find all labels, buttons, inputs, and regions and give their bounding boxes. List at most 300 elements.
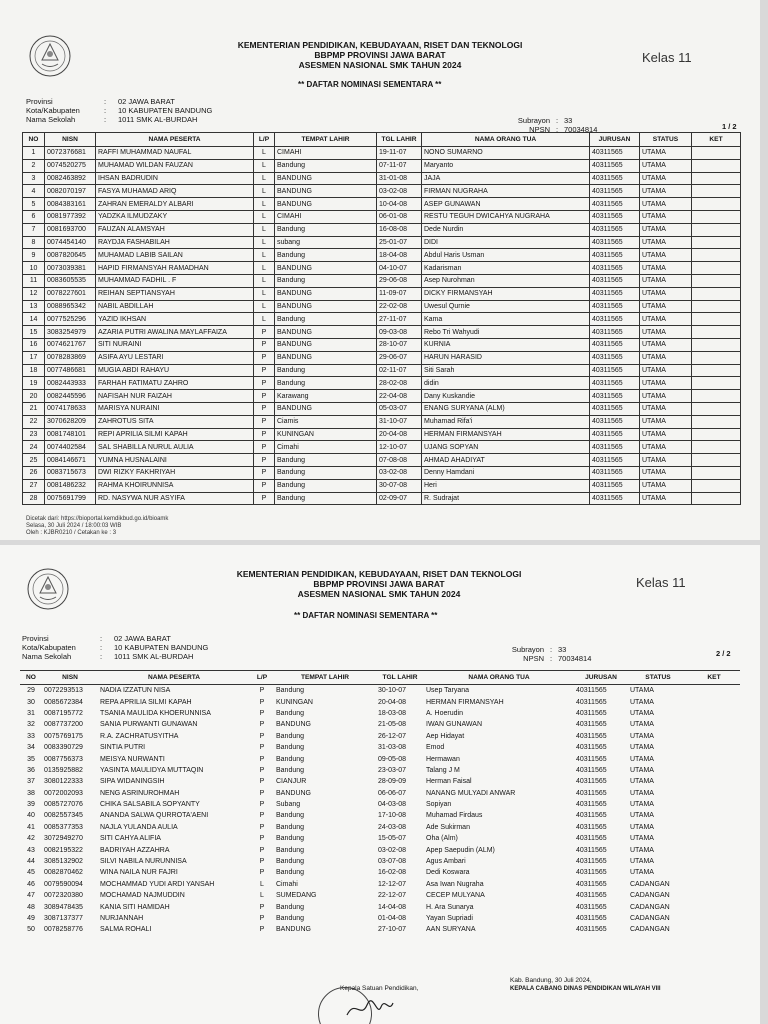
cell-lp: L xyxy=(254,313,275,326)
cell-lp: P xyxy=(259,721,265,729)
table-row xyxy=(20,719,740,730)
cell-nama-orang-tua: KURNIA xyxy=(422,338,590,351)
cell-no: 50 xyxy=(27,926,35,934)
cell-tempat-lahir: Bandung xyxy=(276,858,305,866)
table-row xyxy=(23,223,741,236)
cell-jurusan: 40311565 xyxy=(590,428,640,441)
cell-nama-peserta: SIPA WIDANINGSIH xyxy=(100,778,165,786)
cell-tgl-lahir: 18-03-08 xyxy=(378,709,407,717)
cell-nama-orang-tua: UJANG SOPYAN xyxy=(422,441,590,454)
cell-no: 36 xyxy=(27,766,35,774)
cell-lp: P xyxy=(259,732,265,740)
cell-tgl-lahir: 23-03-07 xyxy=(378,766,407,774)
cell-status: UTAMA xyxy=(630,687,654,695)
cell-tgl-lahir: 28-02-08 xyxy=(377,377,422,390)
cell-ket xyxy=(688,856,740,867)
cell-no: 34 xyxy=(27,744,35,752)
table-row xyxy=(20,810,740,821)
cell-status: CADANGAN xyxy=(630,892,670,900)
cell-jurusan: 40311565 xyxy=(590,313,640,326)
class-label: Kelas 11 xyxy=(642,50,692,65)
cell-status: CADANGAN xyxy=(630,915,670,922)
cell-status: UTAMA xyxy=(630,744,654,752)
cell-ket xyxy=(692,172,741,185)
cell-nama-peserta: MOCHAMAD NAJMUDDIN xyxy=(100,892,185,900)
cell-ket xyxy=(692,287,741,300)
cell-nama-orang-tua: Dany Kuskandie xyxy=(422,390,590,403)
cell-ket xyxy=(688,867,740,878)
table-row xyxy=(23,338,741,351)
header-ministry: KEMENTERIAN PENDIDIKAN, KEBUDAYAAN, RISET DAN TEKNOLOGI xyxy=(237,40,523,50)
column-header-nama-orang-tua: NAMA ORANG TUA xyxy=(468,674,530,681)
cell-tgl-lahir: 31-03-08 xyxy=(378,744,407,752)
cell-status: UTAMA xyxy=(630,755,654,763)
cell-ket xyxy=(692,492,741,505)
cell-jurusan: 40311565 xyxy=(576,789,607,797)
cell-nama-peserta: NADIA IZZATUN NISA xyxy=(100,687,171,695)
cell-nisn: 0081748101 xyxy=(45,428,96,441)
cell-tgl-lahir: 03-02-08 xyxy=(378,846,407,854)
cell-lp: P xyxy=(259,755,265,763)
table-row xyxy=(20,731,740,742)
cell-nama-peserta: NURJANNAH xyxy=(100,915,144,922)
cell-jurusan: 40311565 xyxy=(590,210,640,223)
table-row xyxy=(23,466,741,479)
cell-ket xyxy=(692,364,741,377)
cell-tempat-lahir: Bandung xyxy=(276,915,305,922)
cell-no: 47 xyxy=(27,892,35,900)
cell-nama-peserta: AZARIA PUTRI AWALINA MAYLAFFAIZA xyxy=(96,326,254,339)
cell-status: UTAMA xyxy=(630,789,654,797)
regional-signature-block xyxy=(510,976,661,994)
cell-nama-peserta: YAZID IKHSAN xyxy=(96,313,254,326)
cell-nama-orang-tua: DIDI xyxy=(422,236,590,249)
cell-lp: L xyxy=(254,210,275,223)
cell-nama-peserta: NENG ASRINUROHMAH xyxy=(100,789,180,797)
cell-tgl-lahir: 14-04-08 xyxy=(378,903,407,911)
print-source: Dicetak dari: https://bioportal.kemdikbud.go.id/bioamk xyxy=(26,516,169,522)
page-number: 2 / 2 xyxy=(716,649,731,658)
print-info xyxy=(26,516,168,537)
cell-nisn: 0072002093 xyxy=(44,789,83,797)
cell-status: UTAMA xyxy=(640,390,692,403)
table-row xyxy=(23,262,741,275)
cell-lp: P xyxy=(259,903,265,911)
cell-status: UTAMA xyxy=(630,812,654,820)
cell-tgl-lahir: 22-02-08 xyxy=(377,300,422,313)
cell-no: 48 xyxy=(27,903,35,911)
cell-tgl-lahir: 15-05-07 xyxy=(378,835,407,843)
cell-ket xyxy=(692,313,741,326)
cell-status: UTAMA xyxy=(640,492,692,505)
column-header-nisn: NISN xyxy=(45,133,96,147)
cell-tgl-lahir: 04-10-07 xyxy=(377,262,422,275)
cell-nama-peserta: BADRIYAH AZZAHRA xyxy=(100,846,170,854)
cell-nama-orang-tua: AHMAD AHADIYAT xyxy=(422,454,590,467)
cell-lp: P xyxy=(254,466,275,479)
cell-tgl-lahir: 29-06-07 xyxy=(377,351,422,364)
cell-tempat-lahir: Bandung xyxy=(276,687,305,695)
cell-status: UTAMA xyxy=(640,364,692,377)
cell-lp: P xyxy=(259,687,265,695)
cell-no: 49 xyxy=(27,915,35,922)
cell-lp: P xyxy=(254,402,275,415)
cell-status: UTAMA xyxy=(640,274,692,287)
cell-ket xyxy=(692,249,741,262)
table-row xyxy=(20,788,740,799)
cell-tgl-lahir: 28-10-07 xyxy=(377,338,422,351)
column-header-lp: L/P xyxy=(256,674,268,681)
cell-status: UTAMA xyxy=(640,479,692,492)
cell-nisn: 0083715673 xyxy=(45,466,96,479)
cell-nisn: 0078258776 xyxy=(44,926,83,934)
cell-nama-orang-tua: Sopiyan xyxy=(426,801,452,809)
signature-date: Kab. Bandung, 30 Juli 2024, xyxy=(510,977,592,984)
regional-office-title: KEPALA CABANG DINAS PENDIDIKAN WILAYAH VIII xyxy=(510,986,661,992)
cell-lp: P xyxy=(259,789,265,797)
cell-ket xyxy=(688,924,740,935)
table-row xyxy=(20,867,740,878)
cell-tgl-lahir: 06-06-07 xyxy=(378,789,407,797)
cell-nisn: 0084383161 xyxy=(45,198,96,211)
cell-tgl-lahir: 03-02-08 xyxy=(377,185,422,198)
cell-status: UTAMA xyxy=(640,185,692,198)
cell-no: 30 xyxy=(27,698,35,706)
cell-nama-orang-tua: JAJA xyxy=(422,172,590,185)
header-exam: ASESMEN NASIONAL SMK TAHUN 2024 xyxy=(297,589,461,599)
table-row xyxy=(23,402,741,415)
cell-nama-peserta: DWI RIZKY FAKHRIYAH xyxy=(96,466,254,479)
cell-tgl-lahir: 02-11-07 xyxy=(377,364,422,377)
cell-tempat-lahir: Bandung xyxy=(275,479,377,492)
cell-nama-orang-tua: Asa Iwan Nugraha xyxy=(426,880,484,888)
table-header-row xyxy=(20,671,740,685)
cell-jurusan: 40311565 xyxy=(590,492,640,505)
cell-jurusan: 40311565 xyxy=(576,801,607,809)
cell-jurusan: 40311565 xyxy=(590,198,640,211)
cell-ket xyxy=(688,696,740,707)
school-info: Provinsi : 02 JAWA BARAT Kota/Kabupaten : 10 KABUPATEN BANDUNG Nama Sekolah : 1011 SMK AL-BURDAH xyxy=(26,97,213,124)
cell-nama-peserta: MUGIA ABDI RAHAYU xyxy=(96,364,254,377)
cell-tempat-lahir: Cimahi xyxy=(276,880,298,888)
cell-nama-orang-tua: NANANG MULYADI ANWAR xyxy=(426,789,516,797)
cell-no: 15 xyxy=(23,326,45,339)
cell-tempat-lahir: Bandung xyxy=(275,313,377,326)
cell-jurusan: 40311565 xyxy=(590,262,640,275)
cell-lp: P xyxy=(259,744,265,752)
sekolah-label: Nama Sekolah xyxy=(22,652,72,661)
cell-no: 24 xyxy=(23,441,45,454)
cell-tgl-lahir: 09-03-08 xyxy=(377,326,422,339)
cell-lp: P xyxy=(259,926,265,934)
cell-nama-peserta: NABIL ABDILLAH xyxy=(96,300,254,313)
cell-nama-peserta: SITI NURAINI xyxy=(96,338,254,351)
cell-tempat-lahir: BANDUNG xyxy=(276,926,312,934)
cell-nama-peserta: SILVI NABILA NURUNNISA xyxy=(100,858,187,866)
table-row xyxy=(23,479,741,492)
cell-nama-orang-tua: Kadarisman xyxy=(422,262,590,275)
cell-jurusan: 40311565 xyxy=(590,172,640,185)
cell-jurusan: 40311565 xyxy=(590,147,640,160)
cell-ket xyxy=(692,479,741,492)
cell-nama-peserta: FARHAH FATIMATU ZAHRO xyxy=(96,377,254,390)
cell-ket xyxy=(692,223,741,236)
cell-nisn: 0082445596 xyxy=(45,390,96,403)
table-row xyxy=(23,313,741,326)
cell-nama-orang-tua: Maryanto xyxy=(422,159,590,172)
cell-status: UTAMA xyxy=(640,262,692,275)
cell-lp: L xyxy=(254,274,275,287)
cell-nama-peserta: ASIFA AYU LESTARI xyxy=(96,351,254,364)
npsn-label: NPSN xyxy=(523,654,544,663)
cell-nama-orang-tua: Apep Saepudin (ALM) xyxy=(426,846,495,854)
table-row xyxy=(23,249,741,262)
table-row xyxy=(20,856,740,867)
cell-no: 27 xyxy=(23,479,45,492)
cell-nama-orang-tua: RESTU TEGUH DWICAHYA NUGRAHA xyxy=(422,210,590,223)
cell-nisn: 0084146671 xyxy=(45,454,96,467)
cell-nama-orang-tua: Muhamad Firdaus xyxy=(426,812,483,820)
cell-tgl-lahir: 04-03-08 xyxy=(378,801,407,809)
cell-nama-peserta: SITI CAHYA ALIFIA xyxy=(100,835,161,843)
cell-tgl-lahir: 09-05-08 xyxy=(378,755,407,763)
cell-tempat-lahir: BANDUNG xyxy=(276,721,312,729)
column-header-tempat-lahir: TEMPAT LAHIR xyxy=(275,133,377,147)
cell-no: 2 xyxy=(23,159,45,172)
cell-tgl-lahir: 06-01-08 xyxy=(377,210,422,223)
cell-nama-peserta: SINTIA PUTRI xyxy=(100,744,146,752)
cell-lp: L xyxy=(260,892,264,900)
cell-lp: L xyxy=(254,262,275,275)
cell-nama-orang-tua: Muhamad Rifa'i xyxy=(422,415,590,428)
cell-nisn: 0081977392 xyxy=(45,210,96,223)
cell-jurusan: 40311565 xyxy=(590,415,640,428)
table-row xyxy=(20,890,740,901)
table-row xyxy=(23,300,741,313)
cell-no: 10 xyxy=(23,262,45,275)
column-header-ket: KET xyxy=(707,674,721,681)
cell-no: 5 xyxy=(23,198,45,211)
table-row xyxy=(20,844,740,855)
cell-nama-peserta: RAYDJA FASHABILAH xyxy=(96,236,254,249)
cell-lp: P xyxy=(259,869,265,877)
kota-label: Kota/Kabupaten xyxy=(26,106,80,115)
cell-status: UTAMA xyxy=(640,377,692,390)
cell-jurusan: 40311565 xyxy=(576,846,607,854)
cell-tgl-lahir: 30-10-07 xyxy=(378,687,407,695)
cell-lp: P xyxy=(254,338,275,351)
cell-nama-peserta: R.A. ZACHRATUSYITHA xyxy=(100,732,179,740)
cell-status: UTAMA xyxy=(640,454,692,467)
cell-no: 38 xyxy=(27,789,35,797)
cell-jurusan: 40311565 xyxy=(590,300,640,313)
cell-nama-orang-tua: ASEP GUNAWAN xyxy=(422,198,590,211)
cell-no: 33 xyxy=(27,732,35,740)
cell-status: UTAMA xyxy=(630,766,654,774)
cell-jurusan: 40311565 xyxy=(576,732,607,740)
cell-tempat-lahir: BANDUNG xyxy=(275,300,377,313)
cell-jurusan: 40311565 xyxy=(590,402,640,415)
cell-tempat-lahir: KUNINGAN xyxy=(276,698,313,706)
cell-nama-orang-tua: Usep Taryana xyxy=(426,687,470,695)
cell-tempat-lahir: Bandung xyxy=(275,364,377,377)
cell-ket xyxy=(692,274,741,287)
cell-status: CADANGAN xyxy=(630,903,670,911)
cell-nama-peserta: FAUZAN ALAMSYAH xyxy=(96,223,254,236)
print-operator: Oleh : KJBR0210 / Cetakan ke : 3 xyxy=(26,530,117,536)
subrayon-label: Subrayon xyxy=(511,645,544,654)
cell-status: UTAMA xyxy=(630,698,654,706)
column-header-ket: KET xyxy=(692,133,741,147)
page-number: 1 / 2 xyxy=(722,122,737,131)
cell-nama-orang-tua: Oha (Alm) xyxy=(426,835,458,843)
cell-tempat-lahir: Bandung xyxy=(276,732,305,740)
cell-tgl-lahir: 31-10-07 xyxy=(377,415,422,428)
cell-lp: P xyxy=(259,835,265,843)
cell-nisn: 0075769175 xyxy=(44,732,83,740)
cell-tempat-lahir: Bandung xyxy=(276,846,305,854)
cell-tgl-lahir: 10-04-08 xyxy=(377,198,422,211)
cell-no: 43 xyxy=(27,846,35,854)
cell-tgl-lahir: 17-10-08 xyxy=(378,812,407,820)
cell-ket xyxy=(688,742,740,753)
table-row xyxy=(20,822,740,833)
cell-lp: L xyxy=(254,236,275,249)
cell-no: 42 xyxy=(27,835,35,843)
table-row xyxy=(20,776,740,787)
provinsi-label: Provinsi xyxy=(22,634,49,643)
cell-nisn: 0082463892 xyxy=(45,172,96,185)
cell-ket xyxy=(692,390,741,403)
cell-lp: P xyxy=(254,326,275,339)
table-row xyxy=(23,185,741,198)
cell-ket xyxy=(692,326,741,339)
cell-tgl-lahir: 01-04-08 xyxy=(378,915,407,922)
kota-value: 10 KABUPATEN BANDUNG xyxy=(114,643,209,652)
cell-tgl-lahir: 07-08-08 xyxy=(377,454,422,467)
cell-tempat-lahir: Cimahi xyxy=(275,441,377,454)
cell-nisn: 3070628209 xyxy=(45,415,96,428)
cell-nisn: 0078283869 xyxy=(45,351,96,364)
cell-status: UTAMA xyxy=(640,402,692,415)
cell-lp: P xyxy=(259,915,265,922)
cell-tgl-lahir: 11-09-07 xyxy=(377,287,422,300)
cell-ket xyxy=(688,901,740,912)
cell-no: 26 xyxy=(23,466,45,479)
cell-nisn: 0085672384 xyxy=(44,698,83,706)
cell-jurusan: 40311565 xyxy=(590,249,640,262)
cell-status: UTAMA xyxy=(640,223,692,236)
cell-nama-peserta: ANANDA SALWA QURROTA'AENI xyxy=(100,812,209,820)
header-agency: BBPMP PROVINSI JAWA BARAT xyxy=(313,579,445,589)
cell-status: UTAMA xyxy=(640,210,692,223)
cell-jurusan: 40311565 xyxy=(590,274,640,287)
cell-tempat-lahir: Bandung xyxy=(275,249,377,262)
cell-tempat-lahir: Bandung xyxy=(276,744,305,752)
column-header-nisn: NISN xyxy=(62,674,78,681)
cell-nama-peserta: CHIKA SALSABILA SOPYANTY xyxy=(100,801,200,809)
cell-ket xyxy=(688,844,740,855)
cell-no: 12 xyxy=(23,287,45,300)
column-header-status: STATUS xyxy=(645,674,671,681)
cell-nama-peserta: MUHAMAD LABIB SAILAN xyxy=(96,249,254,262)
cell-nisn: 3083254979 xyxy=(45,326,96,339)
table-row xyxy=(23,172,741,185)
cell-ket xyxy=(688,719,740,730)
cell-jurusan: 40311565 xyxy=(590,159,640,172)
cell-nama-peserta: IHSAN BADRUDIN xyxy=(96,172,254,185)
cell-nisn: 0074621767 xyxy=(45,338,96,351)
cell-status: UTAMA xyxy=(640,351,692,364)
cell-nama-peserta: RAFFI MUHAMMAD NAUFAL xyxy=(96,147,254,160)
cell-tgl-lahir: 29-06-08 xyxy=(377,274,422,287)
cell-nisn: 0087737200 xyxy=(44,721,83,729)
cell-status: UTAMA xyxy=(640,326,692,339)
cell-nama-peserta: WINA NAILA NUR FAJRI xyxy=(100,869,178,877)
cell-tempat-lahir: Bandung xyxy=(275,223,377,236)
cell-jurusan: 40311565 xyxy=(576,892,607,900)
cell-tgl-lahir: 30-07-08 xyxy=(377,479,422,492)
cell-tgl-lahir: 07-11-07 xyxy=(377,159,422,172)
cell-lp: P xyxy=(259,823,265,831)
cell-jurusan: 40311565 xyxy=(590,441,640,454)
cell-no: 39 xyxy=(27,801,35,809)
cell-no: 44 xyxy=(27,858,35,866)
cell-ket xyxy=(692,210,741,223)
cell-tempat-lahir: Bandung xyxy=(276,903,305,911)
cell-status: UTAMA xyxy=(640,287,692,300)
cell-nisn: 0083605535 xyxy=(45,274,96,287)
cell-lp: P xyxy=(259,858,265,866)
subrayon-info: Subrayon : 33 NPSN : 70034814 xyxy=(502,645,591,663)
sekolah-value: 1011 SMK AL-BURDAH xyxy=(114,652,194,661)
cell-nama-orang-tua: A. Hoerudin xyxy=(426,709,463,717)
cell-jurusan: 40311565 xyxy=(576,709,607,717)
cell-status: UTAMA xyxy=(640,441,692,454)
cell-jurusan: 40311565 xyxy=(576,835,607,843)
cell-ket xyxy=(692,300,741,313)
cell-jurusan: 40311565 xyxy=(576,721,607,729)
cell-tempat-lahir: BANDUNG xyxy=(275,262,377,275)
cell-nisn: 0082557345 xyxy=(44,812,83,820)
cell-nisn: 0087756373 xyxy=(44,755,83,763)
cell-status: CADANGAN xyxy=(630,926,670,934)
provinsi-label: Provinsi xyxy=(26,97,53,106)
column-header-tempat-lahir: TEMPAT LAHIR xyxy=(300,674,350,681)
cell-no: 32 xyxy=(27,721,35,729)
cell-no: 16 xyxy=(23,338,45,351)
school-head-signature-label: Kepala Satuan Pendidikan, xyxy=(340,985,419,992)
cell-nama-orang-tua: Kama xyxy=(422,313,590,326)
class-label: Kelas 11 xyxy=(636,575,686,590)
cell-nama-orang-tua: didin xyxy=(422,377,590,390)
header-agency: BBPMP PROVINSI JAWA BARAT xyxy=(314,50,446,60)
cell-lp: P xyxy=(259,846,265,854)
cell-tgl-lahir: 20-04-08 xyxy=(377,428,422,441)
cell-nama-orang-tua: NONO SUMARNO xyxy=(422,147,590,160)
table-row xyxy=(23,364,741,377)
cell-status: UTAMA xyxy=(630,778,654,786)
column-header-nama-orang-tua: NAMA ORANG TUA xyxy=(422,133,590,147)
cell-no: 21 xyxy=(23,402,45,415)
cell-lp: P xyxy=(259,709,265,717)
cell-jurusan: 40311565 xyxy=(590,326,640,339)
table-row xyxy=(20,696,740,707)
cell-ket xyxy=(688,685,740,697)
cell-nisn: 0081486232 xyxy=(45,479,96,492)
cell-jurusan: 40311565 xyxy=(590,377,640,390)
table-row xyxy=(20,753,740,764)
